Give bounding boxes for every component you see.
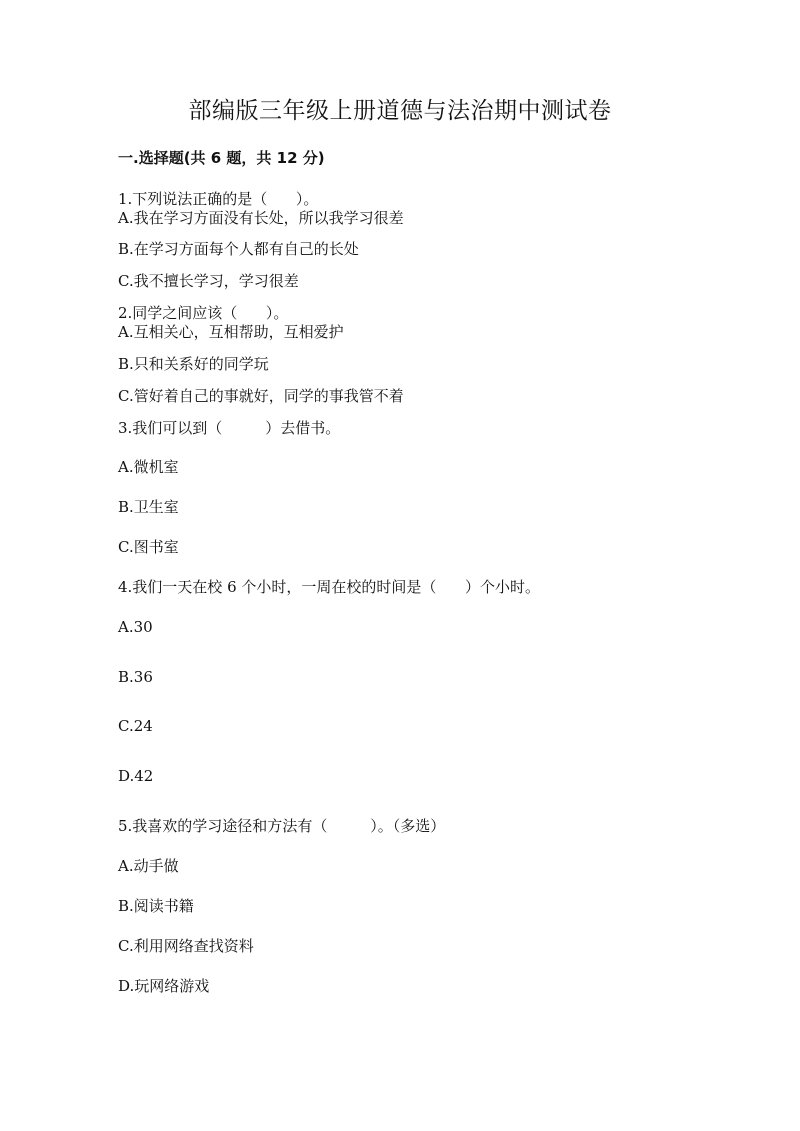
question-5-option-b[interactable]: B.阅读书籍 (118, 897, 194, 915)
page-title: 部编版三年级上册道德与法治期中测试卷 (188, 98, 612, 124)
question-3-option-c[interactable]: C.图书室 (118, 538, 179, 556)
question-5-option-c[interactable]: C.利用网络查找资料 (118, 937, 254, 955)
question-5-stem: 5.我喜欢的学习途径和方法有（ ）。（多选） (118, 817, 446, 835)
question-2-option-c[interactable]: C.管好着自己的事就好，同学的事我管不着 (118, 387, 404, 405)
question-1-option-c[interactable]: C.我不擅长学习，学习很差 (118, 272, 299, 290)
question-1-stem: 1.下列说法正确的是（ ）。 (118, 190, 319, 208)
question-3-option-b[interactable]: B.卫生室 (118, 498, 179, 516)
question-4-option-d[interactable]: D.42 (118, 767, 154, 785)
question-2-stem: 2.同学之间应该（ ）。 (118, 304, 289, 322)
question-5-option-a[interactable]: A.动手做 (118, 857, 179, 875)
question-1-option-a[interactable]: A.我在学习方面没有长处，所以我学习很差 (118, 209, 404, 227)
section-heading: 一.选择题(共 6 题，共 12 分) (118, 149, 325, 167)
question-3-option-a[interactable]: A.微机室 (118, 458, 179, 476)
question-4-option-b[interactable]: B.36 (118, 668, 153, 686)
question-2-option-a[interactable]: A.互相关心，互相帮助，互相爱护 (118, 323, 344, 341)
question-4-option-c[interactable]: C.24 (118, 717, 153, 735)
question-5-option-d[interactable]: D.玩网络游戏 (118, 977, 210, 995)
question-1-option-b[interactable]: B.在学习方面每个人都有自己的长处 (118, 240, 359, 258)
question-2-option-b[interactable]: B.只和关系好的同学玩 (118, 355, 269, 373)
question-4-option-a[interactable]: A.30 (118, 618, 153, 636)
question-3-stem: 3.我们可以到（ ）去借书。 (118, 419, 341, 437)
question-4-stem: 4.我们一天在校 6 个小时，一周在校的时间是（ ）个小时。 (118, 578, 541, 596)
